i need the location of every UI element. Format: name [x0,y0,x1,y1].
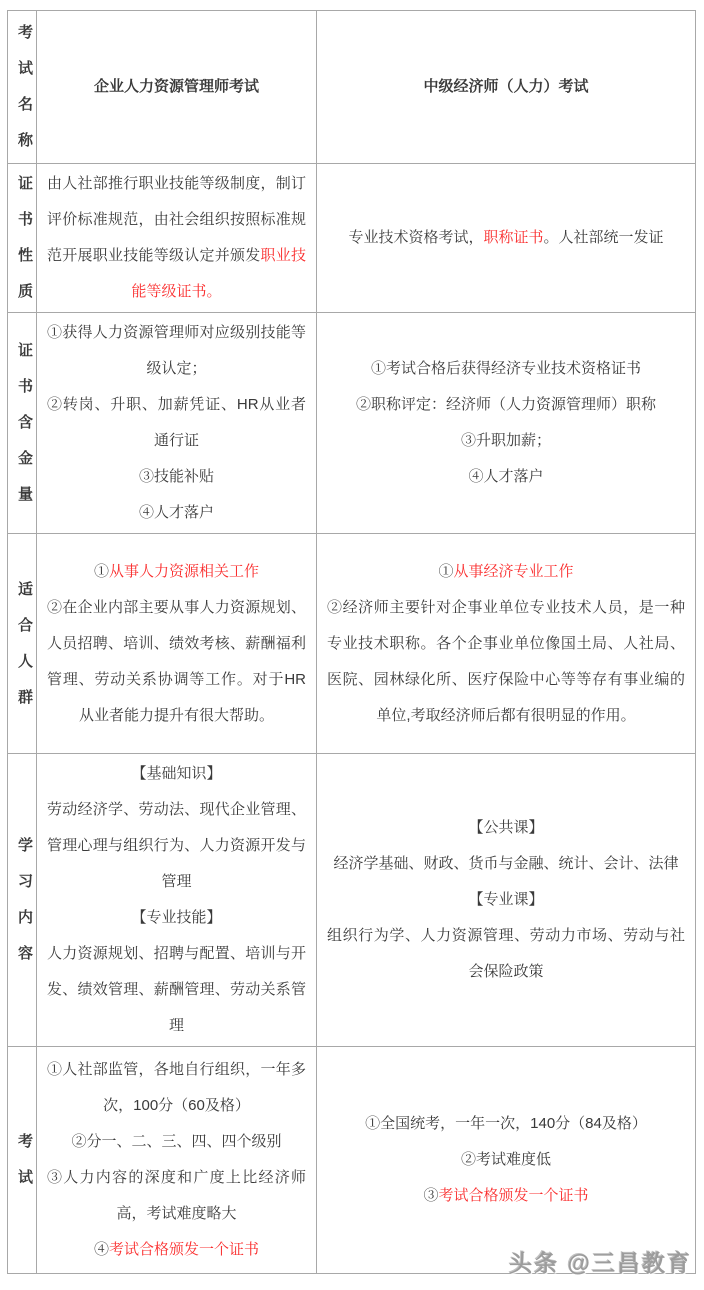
cell-exam1-certificate-nature: 由人社部推行职业技能等级制度，制订评价标准规范，由社会组织按照标准规范开展职业技能等级认定并颁发职业技能等级证书。 [37,164,317,313]
table-row [8,11,696,164]
cell-exam1-certificate-value: ①获得人力资源管理师对应级别技能等级认定； ②转岗、升职、加薪凭证、HR从业者通行证 ③技能补贴 ④人才落户 [37,313,317,534]
cell-exam2-target-audience: ①从事经济专业工作 ②经济师主要针对企事业单位专业技术人员，是一种专业技术职称。各个企事业单位像国土局、人社局、医院、园林绿化所、医疗保险中心等等存有事业编的单位,考取经济师后都有很明显的作用。 [317,534,696,754]
exam1-name-cell: 企业人力资源管理师考试 [37,11,317,164]
cell-exam2-study-content: 【公共课】 经济学基础、财政、货币与金融、统计、会计、法律 【专业课】 组织行为学、人力资源管理、劳动力市场、劳动与社会保险政策 [317,754,696,1047]
row-header-exam-format: 考 试 [8,1047,37,1274]
row-header-certificate-nature: 证 书 性 质 [8,164,37,313]
cell-exam2-certificate-nature: 专业技术资格考试，职称证书。人社部统一发证 [317,164,696,313]
row-header-certificate-value: 证 书 含 金 量 [8,313,37,534]
row-header-target-audience: 适 合 人 群 [8,534,37,754]
table-row [8,1047,696,1274]
cell-exam2-certificate-value: ①考试合格后获得经济专业技术资格证书 ②职称评定：经济师（人力资源管理师）职称 ③升职加薪； ④人才落户 [317,313,696,534]
exam-comparison-table [7,10,696,1274]
cell-exam2-exam-format: ①全国统考，一年一次，140分（84及格） ②考试难度低 ③考试合格颁发一个证书 [317,1047,696,1274]
cell-exam1-exam-format: ①人社部监管，各地自行组织，一年多次，100分（60及格） ②分一、二、三、四、四个级别 ③人力内容的深度和广度上比经济师高，考试难度略大 ④考试合格颁发一个证书 [37,1047,317,1274]
table-row [8,313,696,534]
table-row [8,534,696,754]
table-row [8,164,696,313]
row-header-exam-name: 考 试 名 称 [8,11,37,164]
cell-exam1-study-content: 【基础知识】 劳动经济学、劳动法、现代企业管理、管理心理与组织行为、人力资源开发与管理 【专业技能】 人力资源规划、招聘与配置、培训与开发、绩效管理、薪酬管理、劳动关系管理 [37,754,317,1047]
row-header-study-content: 学 习 内 容 [8,754,37,1047]
watermark-toutiao: 头条 @三昌教育 [509,1250,692,1276]
exam2-name-cell: 中级经济师（人力）考试 [317,11,696,164]
table-row [8,754,696,1047]
cell-exam1-target-audience: ①从事人力资源相关工作 ②在企业内部主要从事人力资源规划、人员招聘、培训、绩效考核、薪酬福利管理、劳动关系协调等工作。对于HR从业者能力提升有很大帮助。 [37,534,317,754]
